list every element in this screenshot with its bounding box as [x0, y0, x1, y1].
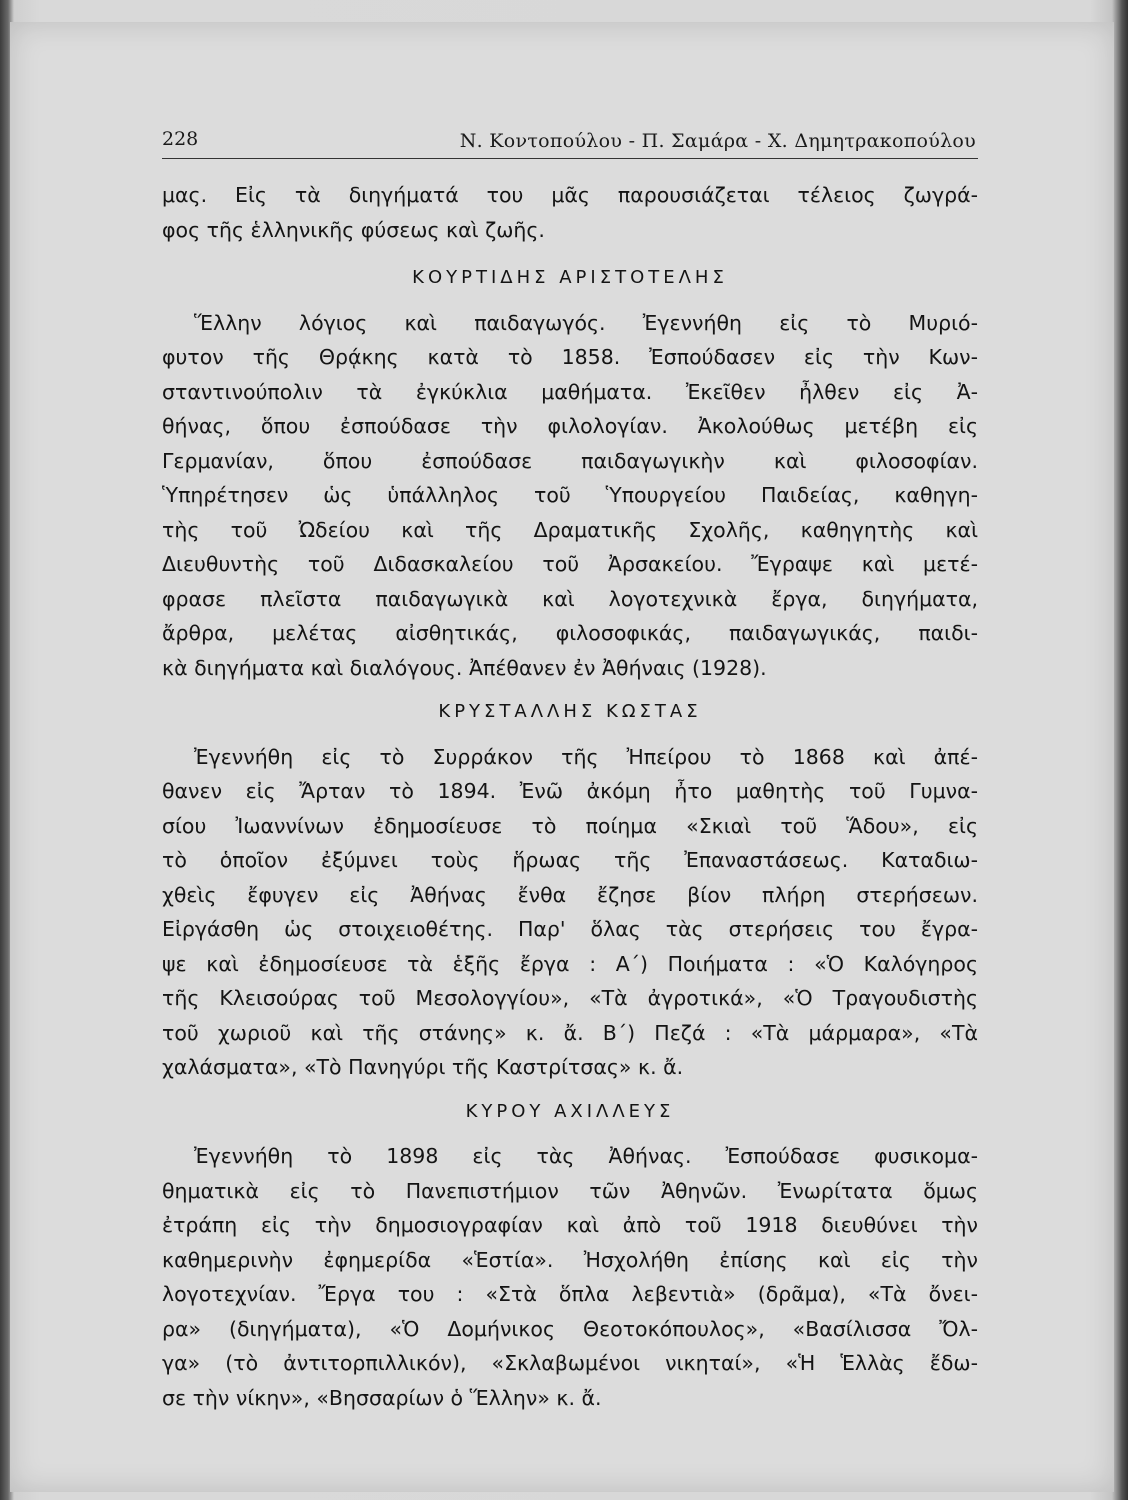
section-heading-krystallis: ΚΡΥΣΤΑΛΛΗΣ ΚΩΣΤΑΣ	[438, 701, 702, 722]
text-line: Γερμανίαν, ὅπου ἐσπούδασε παιδαγωγικὴν καὶ φιλοσοφίαν.	[162, 448, 978, 473]
text-line: τὴς τοῦ Ὠδείου καὶ τῆς Δραματικῆς Σχολῆς, καθηγητὴς καὶ	[162, 517, 978, 542]
text-line: φυτον τῆς Θρᾴκης κατὰ τὸ 1858. Ἐσπούδασεν εἰς τὴν Κων-	[162, 345, 978, 369]
text-line: γα» (τὸ ἀντιτορπιλλικόν), «Σκλαβωμένοι νικηταί», «Ἡ Ἑλλὰς ἔδω-	[162, 1351, 978, 1375]
text-line: Ἕλλην λόγιος καὶ παιδαγωγός. Ἐγεννήθη εἰς τὸ Μυριό-	[194, 310, 978, 335]
text-line: λογοτεχνίαν. Ἔργα του : «Στὰ ὅπλα λεβεντιὰ» (δρᾶμα), «Τὰ ὄνει-	[162, 1282, 978, 1306]
text-line: φρασε πλεῖστα παιδαγωγικὰ καὶ λογοτεχνικὰ ἔργα, διηγήματα,	[162, 586, 978, 611]
text-line: ψε καὶ ἐδημοσίευσε τὰ ἑξῆς ἔργα : Α΄) Ποιήματα : «Ὁ Καλόγηρος	[162, 951, 978, 976]
text-line: τὸ ὁποῖον ἐξύμνει τοὺς ἥρωας τῆς Ἐπαναστάσεως. Καταδιω-	[162, 848, 978, 872]
text-line: ἐτράπη εἰς τὴν δημοσιογραφίαν καὶ ἀπὸ τοῦ 1918 διευθύνει τὴν	[162, 1213, 978, 1237]
text-line: μας. Εἰς τὰ διηγήματά του μᾶς παρουσιάζεται τέλειος ζωγρά-	[162, 183, 978, 207]
page-header	[162, 128, 978, 159]
text-line: Ὑπηρέτησεν ὡς ὑπάλληλος τοῦ Ὑπουργείου Παιδείας, καθηγη-	[162, 483, 978, 507]
section-heading-kyrou: ΚΥΡΟΥ ΑΧΙΛΛΕΥΣ	[465, 1100, 675, 1122]
text-line: σίου Ἰωαννίνων ἐδημοσίευσε τὸ ποίημα «Σκιαὶ τοῦ Ἅδου», εἰς	[162, 813, 978, 838]
text-line: χαλάσματα», «Τὸ Πανηγύρι τῆς Καστρίτσας» κ. ἄ.	[162, 1055, 684, 1079]
page-body	[162, 178, 978, 1415]
text-line: Ἐγεννήθη τὸ 1898 εἰς τὰς Ἀθήνας. Ἐσπούδασε φυσικομα-	[194, 1144, 978, 1168]
text-line: Εἰργάσθη ὡς στοιχειοθέτης. Παρ' ὅλας τὰς στερήσεις του ἔγρα-	[162, 917, 978, 941]
text-line: κὰ διηγήματα καὶ διαλόγους. Ἀπέθανεν ἐν Ἀθήναις (1928).	[162, 655, 767, 680]
text-line: Διευθυντὴς τοῦ Διδασκαλείου τοῦ Ἀρσακείου. Ἔγραψε καὶ μετέ-	[162, 552, 978, 576]
text-line: τῆς Κλεισούρας τοῦ Μεσολογγίου», «Τὰ ἀγροτικά», «Ὁ Τραγουδιστὴς	[162, 986, 978, 1010]
text-line: χθεὶς ἔφυγεν εἰς Ἀθήνας ἔνθα ἔζησε βίον πλήρη στερήσεων.	[162, 882, 978, 907]
text-line: φος τῆς ἑλληνικῆς φύσεως καὶ ζωῆς.	[162, 217, 545, 242]
text-line: σε τὴν νίκην», «Βησσαρίων ὁ Ἕλλην» κ. ἄ.	[162, 1385, 602, 1410]
running-head: Ν. Κοντοπούλου - Π. Σαμάρα - Χ. Δημητρακοπούλου	[459, 130, 976, 152]
text-line: ἄρθρα, μελέτας αἰσθητικάς, φιλοσοφικάς, παιδαγωγικάς, παιδι-	[162, 621, 978, 645]
text-line: θήνας, ὅπου ἐσπούδασε τὴν φιλολογίαν. Ἀκολούθως μετέβη εἰς	[162, 414, 978, 438]
text-line: Ἐγεννήθη εἰς τὸ Συρράκον τῆς Ἠπείρου τὸ 1868 καὶ ἀπέ-	[194, 744, 978, 769]
text-line: ρα» (διηγήματα), «Ὁ Δομήνικος Θεοτοκόπουλος», «Βασίλισσα Ὄλ-	[162, 1316, 978, 1341]
section-heading-kourtidis: ΚΟΥΡΤΙΔΗΣ ΑΡΙΣΤΟΤΕΛΗΣ	[412, 267, 728, 288]
page-number: 228	[162, 128, 199, 150]
text-line: θανεν εἰς Ἄρταν τὸ 1894. Ἐνῶ ἀκόμη ἦτο μαθητὴς τοῦ Γυμνα-	[162, 779, 978, 803]
text-line: καθημερινὴν ἐφημερίδα «Ἑστία». Ἠσχολήθη ἐπίσης καὶ εἰς τὴν	[162, 1247, 978, 1272]
text-line: τοῦ χωριοῦ καὶ τῆς στάνης» κ. ἄ. Β΄) Πεζά : «Τὰ μάρμαρα», «Τὰ	[162, 1020, 978, 1045]
text-line: θηματικὰ εἰς τὸ Πανεπιστήμιον τῶν Ἀθηνῶν. Ἐνωρίτατα ὅμως	[162, 1178, 978, 1203]
text-line: σταντινούπολιν τὰ ἐγκύκλια μαθήματα. Ἐκεῖθεν ἦλθεν εἰς Ἀ-	[162, 379, 978, 404]
